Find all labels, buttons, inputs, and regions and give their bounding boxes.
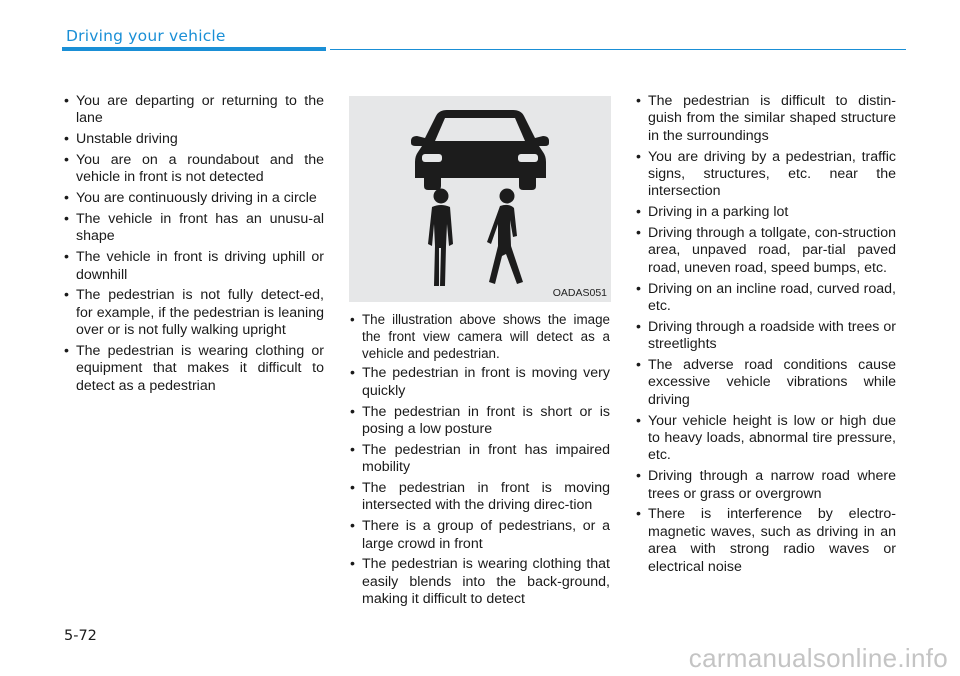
list-item: • Driving through a roadside with trees or streetlights: [636, 319, 896, 354]
list-item: • The pedestrian is wearing clothing that easily blends into the back-ground, making it difficult to detect: [350, 556, 610, 608]
list-item: • There is a group of pedestrians, or a large crowd in front: [350, 518, 610, 553]
standing-pedestrian-icon: [428, 189, 453, 287]
column-right: [636, 93, 896, 579]
bullet-list-middle: [350, 311, 610, 609]
list-item: • Driving in a parking lot: [636, 204, 896, 221]
list-item: • There is interference by electro-magnetic waves, such as driving in an area with strong radio waves or electrical noise: [636, 506, 896, 576]
list-item: • You are continuously driving in a circle: [64, 190, 324, 207]
list-item: • The pedestrian is difficult to distin-guish from the similar shaped structure in the surroundings: [636, 93, 896, 145]
list-item: • The adverse road conditions cause excessive vehicle vibrations while driving: [636, 357, 896, 409]
bullet-list-right: [636, 93, 896, 576]
walking-pedestrian-icon: [487, 189, 523, 285]
list-item: • The vehicle in front has an unusu-al shape: [64, 211, 324, 246]
camera-detection-illustration: [349, 96, 611, 302]
illustration-svg: [349, 96, 611, 302]
list-item: • Driving on an incline road, curved road, etc.: [636, 281, 896, 316]
list-item: • Driving through a tollgate, con-struction area, unpaved road, par-tial paved road, uneven road, speed bumps, etc.: [636, 225, 896, 277]
header-rule-thin: [330, 49, 906, 50]
list-item: • The pedestrian in front has impaired mobility: [350, 442, 610, 477]
column-middle: [350, 311, 610, 612]
list-item: • The pedestrian is wearing clothing or equipment that makes it difficult to detect as a pedestrian: [64, 343, 324, 395]
figure-caption: OADAS051: [552, 287, 607, 299]
list-item: • The pedestrian in front is short or is posing a low posture: [350, 404, 610, 439]
column-left: [64, 93, 324, 399]
list-item: • The pedestrian is not fully detect-ed, for example, if the pedestrian is leaning over or is not fully walking upright: [64, 287, 324, 339]
watermark: carmanualsonline.info: [688, 643, 948, 673]
list-item: • You are driving by a pedestrian, traffic signs, structures, etc. near the intersection: [636, 149, 896, 201]
header-rule-thick: [62, 47, 326, 51]
list-item: • Unstable driving: [64, 131, 324, 148]
list-item: • The pedestrian in front is moving intersected with the driving direc-tion: [350, 480, 610, 515]
bullet-list-left: [64, 93, 324, 395]
list-item: • The illustration above shows the image the front view camera will detect as a vehicle and pedestrian.: [350, 311, 610, 362]
list-item: • The vehicle in front is driving uphill or downhill: [64, 249, 324, 284]
list-item: • The pedestrian in front is moving very quickly: [350, 365, 610, 400]
list-item: • You are on a roundabout and the vehicle in front is not detected: [64, 152, 324, 187]
page-number: 5-72: [64, 628, 97, 644]
list-item: • Driving through a narrow road where trees or grass or overgrown: [636, 468, 896, 503]
list-item: • Your vehicle height is low or high due to heavy loads, abnormal tire pressure, etc.: [636, 413, 896, 465]
car-icon: [411, 110, 549, 190]
section-title: Driving your vehicle: [66, 27, 226, 45]
list-item: • You are departing or returning to the lane: [64, 93, 324, 128]
